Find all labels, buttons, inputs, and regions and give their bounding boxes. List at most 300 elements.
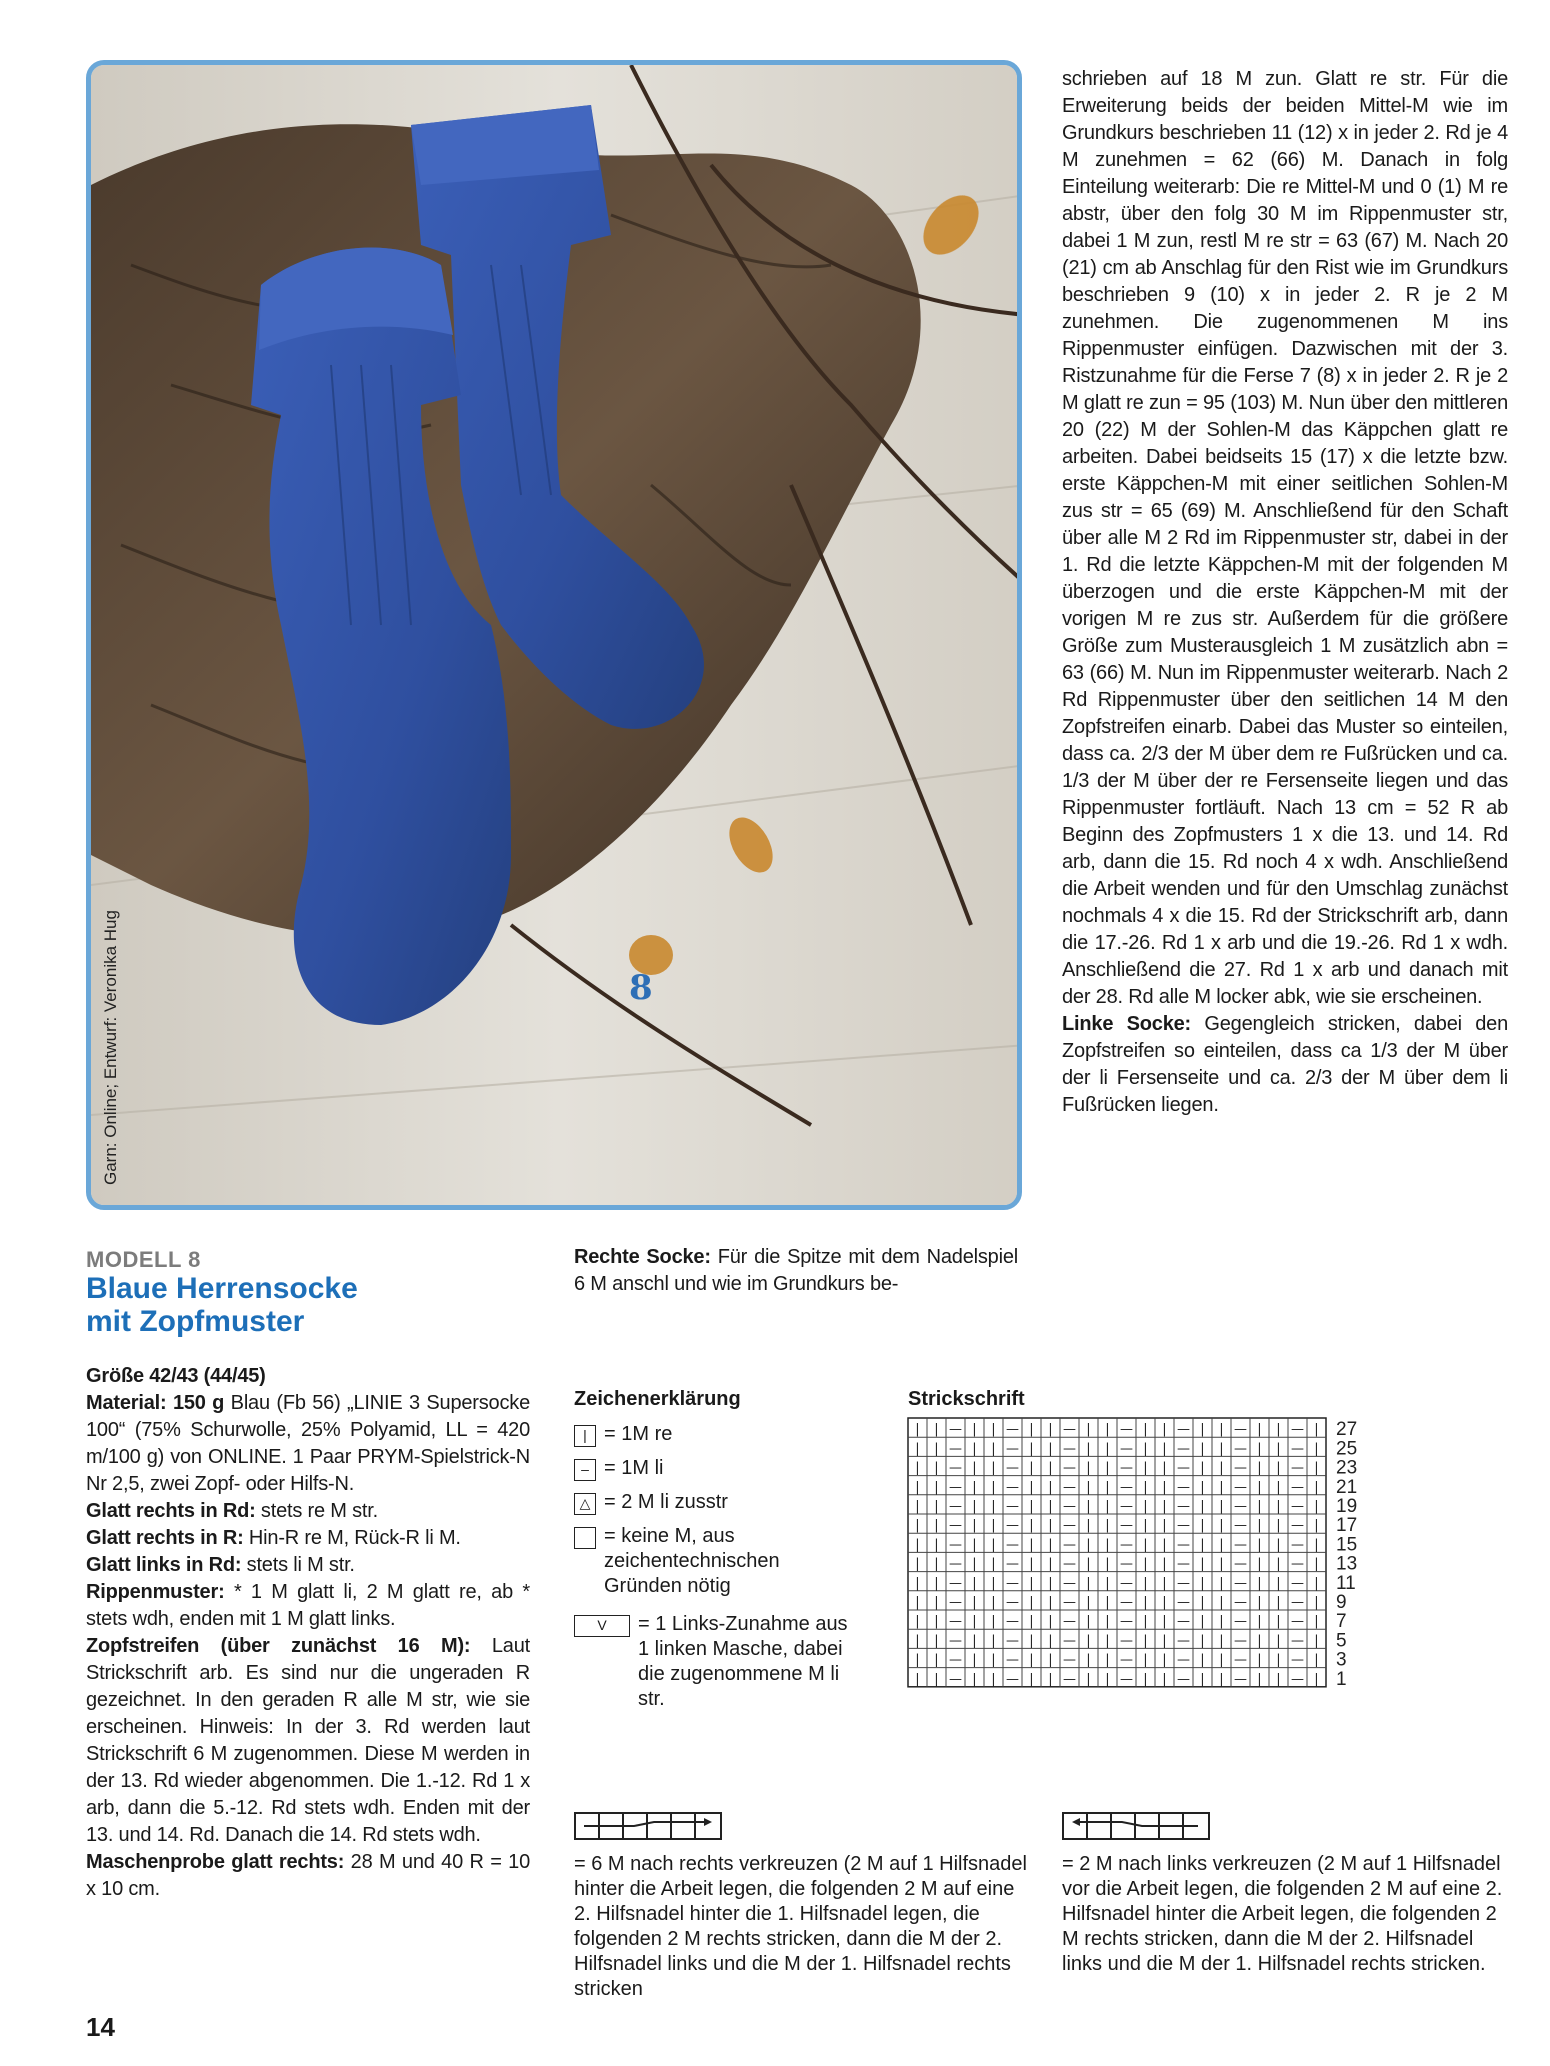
- chart-row-label: 19: [1336, 1496, 1358, 1517]
- chart-cell-symbol: |: [1048, 1460, 1053, 1476]
- chart-cell-symbol: |: [1314, 1479, 1319, 1495]
- chart-cell-symbol: —: [1177, 1575, 1190, 1591]
- chart-cell-symbol: |: [1086, 1671, 1091, 1687]
- chart-cell-symbol: —: [1291, 1595, 1304, 1610]
- chart-cell-symbol: |: [1143, 1633, 1148, 1649]
- chart-grid: [908, 1418, 1326, 1687]
- legend-item-knit: [574, 1422, 672, 1447]
- chart-cell-symbol: —: [949, 1575, 962, 1591]
- chart-cell-symbol: |: [1219, 1556, 1224, 1572]
- title-line-1: Blaue Herrensocke: [86, 1272, 358, 1305]
- chart-cell-symbol: |: [1276, 1614, 1281, 1630]
- chart-cell-symbol: |: [1257, 1595, 1262, 1610]
- legend-text: = 1M re: [604, 1423, 673, 1445]
- chart-cell-symbol: |: [1276, 1499, 1281, 1514]
- linke-socke-label: Linke Socke:: [1062, 1013, 1192, 1035]
- chart-cell-symbol: |: [972, 1479, 977, 1495]
- chart-cell-symbol: |: [1276, 1518, 1281, 1534]
- chart-cell-symbol: —: [1177, 1595, 1190, 1610]
- chart-cell-symbol: |: [972, 1518, 977, 1534]
- instructions-column-3: [1062, 66, 1508, 1119]
- chart-cell-symbol: |: [1105, 1595, 1110, 1610]
- chart-cell-symbol: |: [1257, 1479, 1262, 1495]
- chart-cell-symbol: —: [1177, 1479, 1190, 1495]
- chart-row-label: 17: [1336, 1515, 1358, 1537]
- chart-cell-symbol: |: [1143, 1479, 1148, 1495]
- chart-cell-symbol: |: [1048, 1614, 1053, 1630]
- chart-cell-symbol: |: [934, 1479, 939, 1495]
- chart-cell-symbol: |: [972, 1671, 977, 1687]
- purl-symbol-icon: –: [574, 1459, 596, 1481]
- chart-cell-symbol: |: [1257, 1441, 1262, 1457]
- glatt-rechts-r-label: Glatt rechts in R:: [86, 1527, 244, 1549]
- chart-cell-symbol: |: [1200, 1633, 1205, 1649]
- chart-cell-symbol: |: [934, 1614, 939, 1630]
- chart-cell-symbol: —: [1177, 1422, 1190, 1438]
- chart-cell-symbol: —: [1063, 1614, 1076, 1630]
- chart-cell-symbol: |: [1200, 1556, 1205, 1572]
- chart-cell-symbol: —: [1063, 1575, 1076, 1591]
- chart-cell-symbol: |: [1162, 1652, 1167, 1668]
- chart-cell-symbol: —: [1120, 1556, 1133, 1572]
- chart-cell-symbol: |: [1086, 1518, 1091, 1534]
- chart-cell-symbol: |: [1314, 1595, 1319, 1610]
- legend-item-no-stitch: [574, 1524, 854, 1599]
- chart-cell-symbol: |: [1219, 1441, 1224, 1457]
- chart-cell-symbol: —: [1234, 1575, 1247, 1591]
- chart-cell-symbol: —: [949, 1614, 962, 1630]
- chart-cell-symbol: —: [1006, 1595, 1019, 1610]
- chart-cell-symbol: |: [1219, 1575, 1224, 1591]
- chart-cell-symbol: |: [1162, 1671, 1167, 1687]
- chart-cell-symbol: —: [1234, 1556, 1247, 1572]
- chart-cell-symbol: |: [1314, 1441, 1319, 1457]
- chart-cell-symbol: |: [1219, 1518, 1224, 1534]
- chart-cell-symbol: |: [1105, 1537, 1110, 1553]
- chart-cell-symbol: |: [1143, 1556, 1148, 1572]
- chart-cell-symbol: —: [1120, 1633, 1133, 1649]
- chart-row-label: 23: [1336, 1457, 1358, 1479]
- chart-cell-symbol: |: [991, 1537, 996, 1553]
- chart-cell-symbol: |: [972, 1556, 977, 1572]
- chart-cell-symbol: |: [934, 1652, 939, 1668]
- chart-cell-symbol: —: [1120, 1499, 1133, 1514]
- chart-cell-symbol: —: [1063, 1652, 1076, 1668]
- chart-cell-symbol: |: [1143, 1614, 1148, 1630]
- chart-cell-symbol: |: [1200, 1671, 1205, 1687]
- chart-cell-symbol: |: [972, 1652, 977, 1668]
- chart-cell-symbol: —: [1006, 1499, 1019, 1514]
- chart-row-label: 13: [1336, 1553, 1358, 1575]
- chart-cell-symbol: |: [1048, 1652, 1053, 1668]
- chart-cell-symbol: —: [1063, 1422, 1076, 1438]
- chart-cell-symbol: |: [915, 1556, 920, 1572]
- chart-cell-symbol: —: [949, 1595, 962, 1610]
- chart-cell-symbol: |: [991, 1595, 996, 1610]
- chart-cell-symbol: |: [1276, 1460, 1281, 1476]
- chart-cell-symbol: —: [1291, 1479, 1304, 1495]
- chart-cell-symbol: |: [1162, 1575, 1167, 1591]
- cable-right-description: = 6 M nach rechts verkreuzen (2 M auf 1 Hilfsnadel hinter die Arbeit legen, die folgenden 2 M auf eine 2. Hilfsnadel hinter die 1. Hilfsnadel legen, die folgenden 2 M rechts stricken, dann die M der 2. Hilfsnadel links und die M der 1. Hilfsnadel rechts stricken: [574, 1853, 1027, 2000]
- chart-cell-symbol: |: [1219, 1595, 1224, 1610]
- chart-row-label: 15: [1336, 1534, 1358, 1556]
- chart-cell-symbol: —: [1120, 1537, 1133, 1553]
- chart-cell-symbol: —: [1177, 1652, 1190, 1668]
- instructions-column-2: [574, 1244, 1018, 1298]
- chart-cell-symbol: |: [1276, 1441, 1281, 1457]
- chart-cell-symbol: |: [1200, 1537, 1205, 1553]
- chart-cell-symbol: —: [1006, 1479, 1019, 1495]
- chart-cell-symbol: |: [1029, 1479, 1034, 1495]
- chart-cell-symbol: —: [949, 1633, 962, 1649]
- page-title: [86, 1272, 358, 1338]
- chart-cell-symbol: |: [1105, 1652, 1110, 1668]
- chart-cell-symbol: |: [991, 1652, 996, 1668]
- p2tog-symbol-icon: △: [574, 1493, 596, 1515]
- chart-cell-symbol: |: [1257, 1499, 1262, 1514]
- chart-cell-symbol: —: [949, 1518, 962, 1534]
- cable-left-symbol-icon: [1062, 1812, 1212, 1842]
- chart-cell-symbol: |: [1276, 1595, 1281, 1610]
- chart-cell-symbol: |: [1143, 1422, 1148, 1438]
- chart-cell-symbol: |: [1105, 1633, 1110, 1649]
- chart-cell-symbol: |: [1086, 1633, 1091, 1649]
- chart-cell-symbol: —: [1063, 1633, 1076, 1649]
- chart-cell-symbol: |: [1219, 1422, 1224, 1438]
- chart-cell-symbol: —: [1120, 1479, 1133, 1495]
- chart-cell-symbol: |: [1029, 1518, 1034, 1534]
- chart-cell-symbol: |: [1086, 1479, 1091, 1495]
- chart-cell-symbol: |: [1276, 1556, 1281, 1572]
- chart-cell-symbol: |: [915, 1595, 920, 1610]
- chart-cell-symbol: —: [1063, 1556, 1076, 1572]
- chart-cell-symbol: —: [1006, 1537, 1019, 1553]
- chart-cell-symbol: |: [934, 1499, 939, 1514]
- chart-cell-symbol: |: [1105, 1499, 1110, 1514]
- chart-cell-symbol: —: [1177, 1537, 1190, 1553]
- chart-cell-symbol: |: [1200, 1422, 1205, 1438]
- chart-cell-symbol: |: [1162, 1614, 1167, 1630]
- no-stitch-symbol-icon: [574, 1527, 596, 1549]
- chart-cell-symbol: |: [1257, 1575, 1262, 1591]
- chart-cell-symbol: |: [1314, 1537, 1319, 1553]
- chart-cell-symbol: |: [1086, 1499, 1091, 1514]
- chart-title: Strickschrift: [908, 1388, 1025, 1410]
- chart-cell-symbol: |: [934, 1633, 939, 1649]
- chart-cell-symbol: |: [991, 1441, 996, 1457]
- cable-right-symbol-icon: [574, 1812, 724, 1842]
- chart-cell-symbol: —: [1234, 1537, 1247, 1553]
- chart-cell-symbol: —: [1291, 1499, 1304, 1514]
- chart-cell-symbol: —: [1006, 1633, 1019, 1649]
- chart-cell-symbol: |: [1086, 1614, 1091, 1630]
- chart-cell-symbol: |: [1200, 1595, 1205, 1610]
- chart-cell-symbol: |: [1086, 1422, 1091, 1438]
- chart-cell-symbol: |: [1162, 1633, 1167, 1649]
- purl-increase-symbol-icon: V: [574, 1615, 630, 1637]
- chart-cell-symbol: |: [1219, 1652, 1224, 1668]
- chart-cell-symbol: —: [1291, 1614, 1304, 1630]
- chart-cell-symbol: |: [1200, 1652, 1205, 1668]
- chart-cell-symbol: |: [915, 1671, 920, 1687]
- chart-cell-symbol: —: [1234, 1499, 1247, 1514]
- chart-cell-symbol: |: [1143, 1441, 1148, 1457]
- chart-cell-symbol: |: [972, 1537, 977, 1553]
- chart-cell-symbol: |: [1048, 1575, 1053, 1591]
- chart-cell-symbol: —: [1120, 1595, 1133, 1610]
- chart-cell-symbol: —: [1006, 1518, 1019, 1534]
- chart-cell-symbol: |: [1048, 1518, 1053, 1534]
- chart-cell-symbol: |: [1200, 1614, 1205, 1630]
- chart-cell-symbol: |: [1276, 1479, 1281, 1495]
- chart-cell-symbol: —: [1120, 1460, 1133, 1476]
- chart-cell-symbol: —: [1291, 1460, 1304, 1476]
- chart-cell-symbol: |: [1219, 1633, 1224, 1649]
- chart-cell-symbol: |: [1143, 1537, 1148, 1553]
- chart-cell-symbol: |: [915, 1499, 920, 1514]
- chart-cell-symbol: |: [1314, 1422, 1319, 1438]
- chart-cell-symbol: |: [1162, 1595, 1167, 1610]
- chart-cell-symbol: —: [1063, 1518, 1076, 1534]
- chart-cell-symbol: —: [1234, 1479, 1247, 1495]
- sock-photo-illustration: [91, 65, 1022, 1210]
- chart-cell-symbol: |: [1314, 1460, 1319, 1476]
- chart-cell-symbol: |: [972, 1422, 977, 1438]
- chart-cell-symbol: |: [1257, 1652, 1262, 1668]
- maschenprobe-label: Maschenprobe glatt rechts:: [86, 1851, 345, 1873]
- chart-cell-symbol: |: [915, 1614, 920, 1630]
- chart-cell-symbol: —: [1234, 1652, 1247, 1668]
- chart-cell-symbol: |: [1086, 1595, 1091, 1610]
- chart-cell-symbol: |: [1105, 1518, 1110, 1534]
- chart-cell-symbol: |: [991, 1422, 996, 1438]
- chart-cell-symbol: |: [915, 1537, 920, 1553]
- chart-cell-symbol: |: [1048, 1595, 1053, 1610]
- chart-cell-symbol: |: [1276, 1671, 1281, 1687]
- chart-cell-symbol: |: [1257, 1633, 1262, 1649]
- legend-item-increase: [574, 1612, 854, 1712]
- glatt-rechts-r-text: Hin-R re M, Rück-R li M.: [243, 1527, 461, 1549]
- chart-cell-symbol: —: [1006, 1671, 1019, 1687]
- chart-cell-symbol: —: [1006, 1556, 1019, 1572]
- chart-cell-symbol: —: [1120, 1575, 1133, 1591]
- chart-cell-symbol: |: [972, 1633, 977, 1649]
- chart-cell-symbol: |: [1162, 1499, 1167, 1514]
- chart-cell-symbol: |: [934, 1556, 939, 1572]
- chart-cell-symbol: |: [934, 1537, 939, 1553]
- chart-cell-symbol: —: [1291, 1556, 1304, 1572]
- chart-cell-symbol: |: [1143, 1518, 1148, 1534]
- chart-cell-symbol: |: [934, 1460, 939, 1476]
- chart-cell-symbol: |: [1219, 1460, 1224, 1476]
- chart-cell-symbol: |: [1162, 1479, 1167, 1495]
- chart-cell-symbol: |: [1162, 1441, 1167, 1457]
- chart-cell-symbol: |: [991, 1614, 996, 1630]
- chart-cell-symbol: |: [1029, 1652, 1034, 1668]
- chart-cell-symbol: |: [972, 1575, 977, 1591]
- chart-cell-symbol: |: [1143, 1460, 1148, 1476]
- glatt-links-label: Glatt links in Rd:: [86, 1554, 242, 1576]
- chart-cell-symbol: —: [1234, 1460, 1247, 1476]
- glatt-rechts-rd-label: Glatt rechts in Rd:: [86, 1500, 256, 1522]
- chart-cell-symbol: |: [1143, 1671, 1148, 1687]
- chart-row-label: 5: [1336, 1630, 1347, 1652]
- chart-row-label: 1: [1336, 1668, 1347, 1690]
- zopfstreifen-text: Laut Strickschrift arb. Es sind nur die ungeraden R gezeichnet. In den geraden R alle M str, wie sie erscheinen. Hinweis: In der 3. Rd werden laut Strickschrift 6 M zugenommen. Diese M werden in der 13. Rd wieder abgenommen. Die 1.-12. Rd 1 x arb, dann die 5.-12. Rd stets wdh. Enden mit der 13. und 14. Rd. Danach die 14. Rd stets wdh.: [86, 1635, 530, 1846]
- chart-cell-symbol: |: [1314, 1652, 1319, 1668]
- chart-cell-symbol: —: [1177, 1441, 1190, 1457]
- chart-cell-symbol: —: [1177, 1671, 1190, 1687]
- chart-cell-symbol: |: [972, 1460, 977, 1476]
- legend-text: = 1 Links-Zunahme aus 1 linken Masche, dabei die zugenommene M li str.: [638, 1613, 848, 1710]
- chart-cell-symbol: |: [1162, 1460, 1167, 1476]
- chart-cell-symbol: —: [1006, 1460, 1019, 1476]
- chart-cell-symbol: |: [1048, 1422, 1053, 1438]
- chart-cell-symbol: —: [1234, 1422, 1247, 1438]
- chart-cell-symbol: |: [934, 1441, 939, 1457]
- legend-title: Zeichenerklärung: [574, 1388, 741, 1410]
- chart-cell-symbol: |: [972, 1441, 977, 1457]
- chart-cell-symbol: —: [1063, 1499, 1076, 1514]
- chart-cell-symbol: |: [991, 1671, 996, 1687]
- chart-cell-symbol: —: [1234, 1518, 1247, 1534]
- chart-cell-symbol: —: [1120, 1614, 1133, 1630]
- chart-cell-symbol: |: [991, 1556, 996, 1572]
- chart-cell-symbol: |: [991, 1518, 996, 1534]
- chart-cell-symbol: —: [1177, 1614, 1190, 1630]
- chart-cell-symbol: —: [1177, 1556, 1190, 1572]
- chart-cell-symbol: |: [915, 1518, 920, 1534]
- glatt-rechts-rd-text: stets re M str.: [255, 1500, 378, 1522]
- chart-cell-symbol: |: [1029, 1595, 1034, 1610]
- chart-cell-symbol: —: [1234, 1633, 1247, 1649]
- chart-cell-symbol: |: [1029, 1499, 1034, 1514]
- chart-row-label: 9: [1336, 1592, 1347, 1613]
- chart-cell-symbol: |: [1219, 1499, 1224, 1514]
- page-number: 14: [86, 2012, 115, 2042]
- chart-cell-symbol: |: [915, 1422, 920, 1438]
- cable-left-description: = 2 M nach links verkreuzen (2 M auf 1 Hilfsnadel vor die Arbeit legen, die folgenden 2 M auf eine 2. Hilfsnadel hinter die Arbeit legen, die folgenden 2 M rechts stricken, dann die M der 2. Hilfsnadel links und die M der 1. Hilfsnadel rechts stricken.: [1062, 1853, 1503, 1975]
- chart-cell-symbol: |: [1162, 1537, 1167, 1553]
- chart-cell-symbol: —: [1063, 1441, 1076, 1457]
- chart-cell-symbol: |: [915, 1441, 920, 1457]
- continued-text: schrieben auf 18 M zun. Glatt re str. Für die Erweiterung beids der beiden Mittel-M wie im Grundkurs beschrieben 11 (12) x in jeder 2. Rd je 4 M zunehmen = 62 (66) M. Danach in folg Einteilung weiterarb: Die re Mittel-M und 0 (1) M re abstr, über den folg 30 M im Rippenmuster str, dabei 1 M zun, restl M re str = 63 (67) M. Nach 20 (21) cm ab Anschlag für den Rist wie im Grundkurs beschrieben 9 (10) x in jeder 2. R je 2 M zunehmen. Die zugenommenen M ins Rippenmuster einfügen. Dazwischen mit der 3. Ristzunahme für die Ferse 7 (8) x in jeder 2. R je 2 M glatt re zun = 95 (103) M. Nun über den mittleren 20 (22) M der Sohlen-M das Käppchen glatt re arbeiten. Dabei beidseits 15 (17) x die letzte bzw. erste Käppchen-M mit einer seitlichen Sohlen-M zus str = 65 (69) M. Anschließend für den Schaft über alle M 2 Rd im Rippenmuster str, dabei in der 1. Rd die letzte Käppchen-M mit der folgenden M überzogen und die erste Käppchen-M mit der vorigen M re zus str. Außerdem für die größere Größe zum Musterausgleich 1 M zusätzlich abn = 63 (66) M. Nun im Rippenmuster weiterarb. Nach 2 Rd Rippenmuster über den seitlichen 14 M den Zopfstreifen einarb. Dabei das Muster so einteilen, dass ca. 2/3 der M über dem re Fußrücken und ca. 1/3 der M über der re Fersenseite liegen und das Rippenmuster fortläuft. Nach 13 cm = 52 R ab Beginn des Zopfmusters 1 x die 13. und 14. Rd arb, dann die 15. Rd noch 4 x wdh. Anschließend die Arbeit wenden und für den Umschlag zunächst nochmals 4 x die 15. Rd der Strickschrift arb, dann die 17.-26. Rd 1 x arb und die 19.-26. Rd 1 x wdh. Anschließend die 27. Rd 1 x arb und danach mit der 28. Rd alle M locker abk, wie sie erscheinen.: [1062, 68, 1508, 1008]
- chart-cell-symbol: —: [1291, 1441, 1304, 1457]
- chart-cell-symbol: —: [1177, 1499, 1190, 1514]
- chart-cell-symbol: —: [1234, 1614, 1247, 1630]
- chart-cell-symbol: |: [991, 1575, 996, 1591]
- chart-cell-symbol: —: [1120, 1671, 1133, 1687]
- chart-cell-symbol: |: [915, 1479, 920, 1495]
- chart-cell-symbol: —: [1120, 1652, 1133, 1668]
- chart-cell-symbol: |: [1029, 1422, 1034, 1438]
- chart-cell-symbol: |: [1200, 1479, 1205, 1495]
- chart-cell-symbol: |: [915, 1460, 920, 1476]
- chart-cell-symbol: —: [1234, 1671, 1247, 1687]
- maschenprobe-text: 28 M und 40 R = 10 x 10 cm.: [86, 1851, 530, 1900]
- chart-cell-symbol: —: [949, 1671, 962, 1687]
- chart-cell-symbol: |: [1200, 1518, 1205, 1534]
- glatt-links-text: stets li M str.: [241, 1554, 355, 1576]
- chart-cell-symbol: |: [915, 1575, 920, 1591]
- chart-cell-symbol: |: [972, 1499, 977, 1514]
- chart-cell-symbol: |: [991, 1479, 996, 1495]
- chart-cell-symbol: |: [1257, 1537, 1262, 1553]
- chart-cell-symbol: |: [1257, 1460, 1262, 1476]
- chart-row-label: 25: [1336, 1438, 1358, 1460]
- chart-row-label: 21: [1336, 1476, 1358, 1498]
- model-number-badge: 8: [629, 968, 653, 1008]
- chart-cell-symbol: |: [1314, 1614, 1319, 1630]
- chart-cell-symbol: |: [1048, 1556, 1053, 1572]
- chart-cell-symbol: |: [915, 1652, 920, 1668]
- chart-cell-symbol: |: [1276, 1633, 1281, 1649]
- chart-cell-symbol: |: [1105, 1614, 1110, 1630]
- chart-cell-symbol: |: [991, 1633, 996, 1649]
- chart-cell-symbol: |: [1048, 1537, 1053, 1553]
- chart-cell-symbol: |: [1086, 1556, 1091, 1572]
- chart-cell-symbol: |: [934, 1671, 939, 1687]
- chart-cell-symbol: |: [1219, 1537, 1224, 1553]
- chart-cell-symbol: |: [1143, 1575, 1148, 1591]
- chart-cell-symbol: —: [1291, 1652, 1304, 1668]
- chart-cell-symbol: —: [1177, 1633, 1190, 1649]
- chart-cell-symbol: —: [1006, 1652, 1019, 1668]
- material-amount: 150 g: [172, 1392, 225, 1414]
- chart-row-label: 27: [1336, 1419, 1358, 1441]
- legend-text: = keine M, aus zeichentechnischen Gründen nötig: [604, 1525, 780, 1597]
- chart-cell-symbol: |: [972, 1614, 977, 1630]
- chart-cell-symbol: |: [1257, 1671, 1262, 1687]
- chart-cell-symbol: |: [915, 1633, 920, 1649]
- chart-cell-symbol: |: [1162, 1556, 1167, 1572]
- chart-cell-symbol: |: [1048, 1499, 1053, 1514]
- chart-cell-symbol: —: [1120, 1441, 1133, 1457]
- chart-cell-symbol: |: [1029, 1671, 1034, 1687]
- chart-cell-symbol: |: [1086, 1441, 1091, 1457]
- chart-cell-symbol: |: [1314, 1633, 1319, 1649]
- chart-cell-symbol: —: [1291, 1518, 1304, 1534]
- chart-cell-symbol: |: [1200, 1575, 1205, 1591]
- chart-cell-symbol: —: [1120, 1422, 1133, 1438]
- chart-cell-symbol: —: [949, 1441, 962, 1457]
- chart-cell-symbol: |: [1086, 1460, 1091, 1476]
- chart-cell-symbol: |: [1029, 1575, 1034, 1591]
- chart-cell-symbol: —: [1006, 1422, 1019, 1438]
- chart-cell-symbol: |: [1029, 1556, 1034, 1572]
- chart-cell-symbol: |: [1257, 1422, 1262, 1438]
- linke-socke-text: Gegengleich stricken, dabei den Zopfstreifen so einteilen, dass ca 1/3 der M über der li Fersenseite und ca. 2/3 der M über dem li Fußrücken liegen.: [1062, 1013, 1509, 1116]
- chart-cell-symbol: —: [949, 1556, 962, 1572]
- chart-cell-symbol: |: [1029, 1441, 1034, 1457]
- chart-cell-symbol: —: [1291, 1422, 1304, 1438]
- chart-cell-symbol: —: [1177, 1518, 1190, 1534]
- chart-cell-symbol: |: [1200, 1499, 1205, 1514]
- chart-cell-symbol: —: [949, 1460, 962, 1476]
- chart-cell-symbol: |: [1143, 1652, 1148, 1668]
- chart-row-label: 11: [1336, 1572, 1356, 1594]
- chart-cell-symbol: |: [1257, 1518, 1262, 1534]
- chart-cell-symbol: |: [1219, 1614, 1224, 1630]
- title-line-2: mit Zopfmuster: [86, 1305, 305, 1338]
- chart-cell-symbol: |: [1048, 1633, 1053, 1649]
- instructions-column-1: [86, 1363, 530, 1903]
- chart-cell-symbol: |: [1200, 1441, 1205, 1457]
- chart-cell-symbol: |: [934, 1422, 939, 1438]
- chart-cell-symbol: |: [1276, 1422, 1281, 1438]
- chart-cell-symbol: |: [991, 1460, 996, 1476]
- rechte-socke-text: Für die Spitze mit dem Nadelspiel 6 M anschl und wie im Grundkurs be-: [574, 1246, 1018, 1295]
